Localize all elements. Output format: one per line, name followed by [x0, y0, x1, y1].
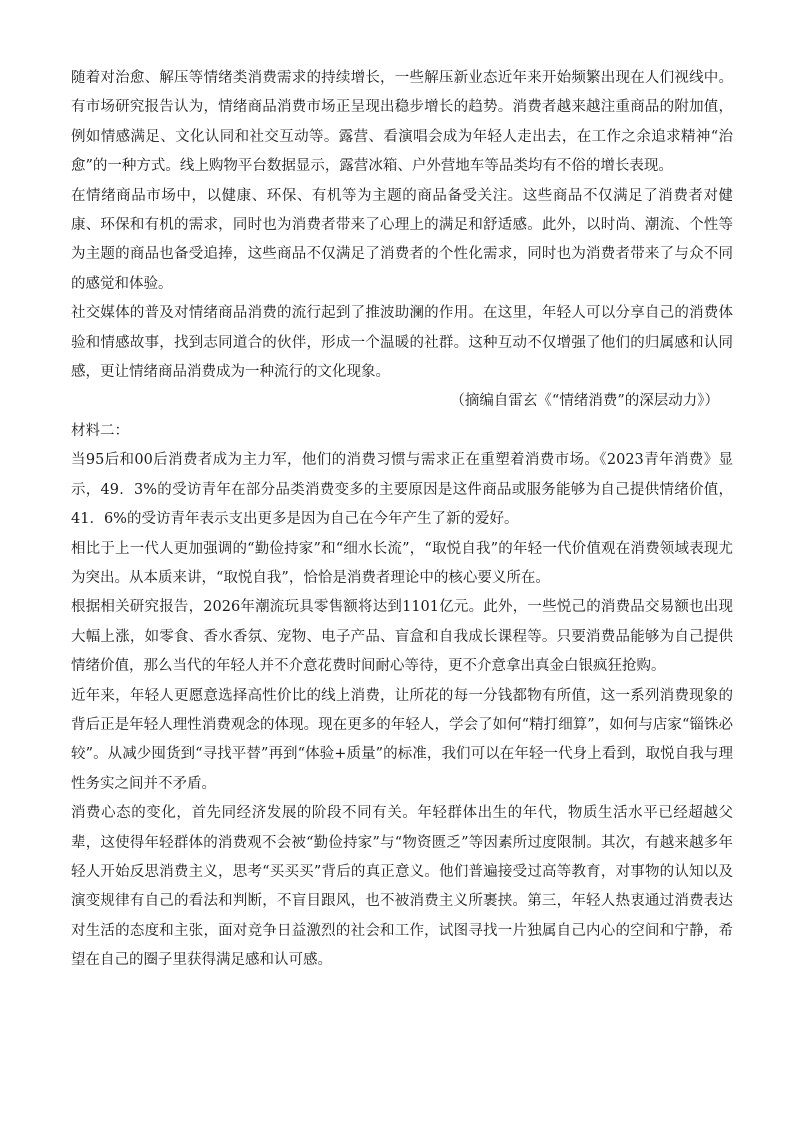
- material2-label: 材料二：: [71, 422, 129, 439]
- material1-paragraph-3: 社交媒体的普及对情绪商品消费的流行起到了推波助澜的作用。在这里，年轻人可以分享自己的消费体验和情感故事，找到志同道合的伙伴，形成一个温暖的社群。这种互动不仅增强了他们的归属感和认同感，更让情绪商品消费成为一种流行的文化现象。: [71, 305, 733, 381]
- material2-paragraph-1: 当95后和00后消费者成为主力军，他们的消费习惯与需求正在重塑着消费市场。《2023青年消费》显示，49．3%的受访青年在部分品类消费变多的主要原因是这件商品或服务能够为自己提供情绪价值，41．6%的受访青年表示支出更多是因为自己在今年产生了新的爱好。: [71, 452, 733, 528]
- material1-source: （摘编自雷玄《“情绪消费”的深层动力》）: [450, 393, 719, 410]
- material2-paragraph-3: 根据相关研究报告，2026年潮流玩具零售额将达到1101亿元。此外，一些悦己的消费品交易额也出现大幅上涨，如零食、香水香氛、宠物、电子产品、盲盒和自我成长课程等。只要消费品能够为自己提供情绪价值，那么当代的年轻人并不介意花费时间耐心等待，更不介意拿出真金白银疯狂抢购。: [71, 599, 733, 675]
- material2-paragraph-2: 相比于上一代人更加强调的“勤俭持家”和“细水长流”，“取悦自我”的年轻一代价值观在消费领域表现尤为突出。从本质来讲，“取悦自我”，恰恰是消费者理论中的核心要义所在。: [71, 540, 733, 586]
- material2-paragraph-4: 近年来，年轻人更愿意选择高性价比的线上消费，让所花的每一分钱都物有所值，这一系列消费现象的背后正是年轻人理性消费观念的体现。现在更多的年轻人，学会了如何“精打细算”，如何与店家“锱铢必较”。从减少囤货到“寻找平替”再到“体验+质量”的标准，我们可以在年轻一代身上看到，取悦自我与理性务实之间并不矛盾。: [71, 687, 733, 792]
- material2-paragraph-5: 消费心态的变化，首先同经济发展的阶段不同有关。年轻群体出生的年代，物质生活水平已经超越父辈，这使得年轻群体的消费观不会被“勤俭持家”与“物资匮乏”等因素所过度限制。其次，有越来越多年轻人开始反思消费主义，思考“买买买”背后的真正意义。他们普遍接受过高等教育，对事物的认知以及演变规律有自己的看法和判断，不盲目跟风，也不被消费主义所裹挟。第三，年轻人热衷通过消费表达对生活的态度和主张，面对竞争日益激烈的社会和工作，试图寻找一片独属自己内心的空间和宁静，希望在自己的圈子里获得满足感和认可感。: [71, 805, 733, 969]
- material1-paragraph-2: 在情绪商品市场中，以健康、环保、有机等为主题的商品备受关注。这些商品不仅满足了消费者对健康、环保和有机的需求，同时也为消费者带来了心理上的满足和舒适感。此外，以时尚、潮流、个性等为主题的商品也备受追捧，这些商品不仅满足了消费者的个性化需求，同时也为消费者带来了与众不同的感觉和体验。: [71, 187, 733, 292]
- document-page: [71, 64, 733, 976]
- material1-paragraph-1: 随着对治愈、解压等情绪类消费需求的持续增长，一些解压新业态近年来开始频繁出现在人们视线中。有市场研究报告认为，情绪商品消费市场正呈现出稳步增长的趋势。消费者越来越注重商品的附加值，例如情感满足、文化认同和社交互动等。露营、看演唱会成为年轻人走出去，在工作之余追求精神“治愈”的一种方式。线上购物平台数据显示，露营冰箱、户外营地车等品类均有不俗的增长表现。: [71, 70, 733, 175]
